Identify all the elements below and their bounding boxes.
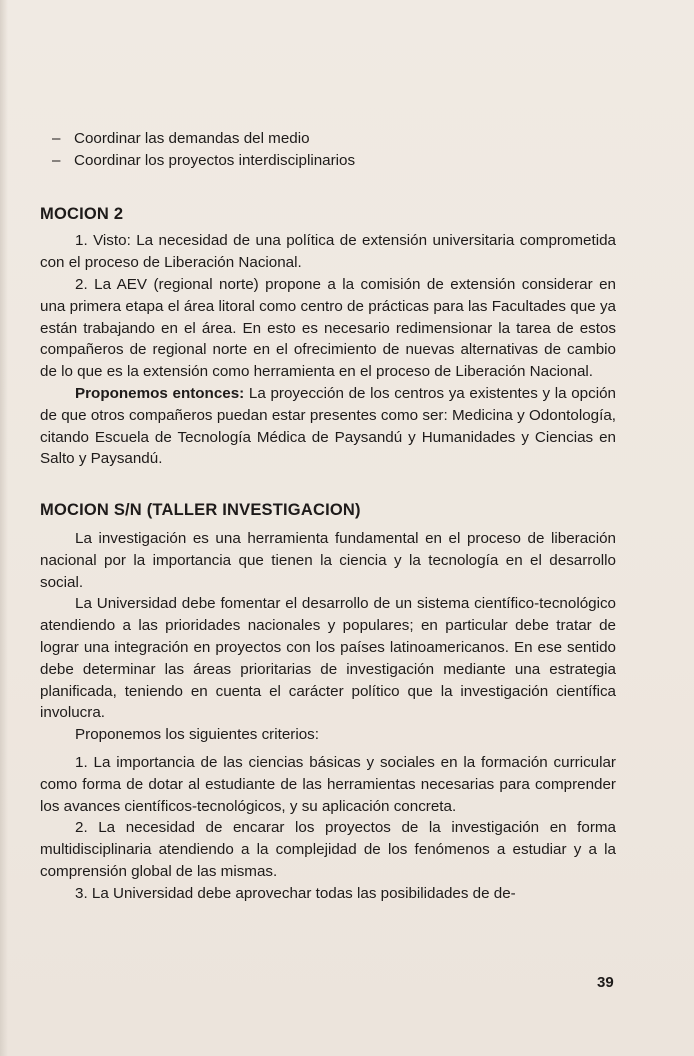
criterion-item: 2. La necesidad de encarar los proyectos de la investigación en forma multidisciplinaria atendiendo a la complejidad de los fenómenos a estudiar y a la comprensión global de las mismas. — [40, 819, 616, 880]
paragraph: La investigación es una herramienta fundamental en el proceso de liberación nacional por la importancia que tienen la ciencia y la tecnología en el desarrollo social. — [40, 529, 616, 591]
bullet-dash: – — [52, 151, 61, 169]
paragraph: Proponemos los siguientes criterios: — [75, 726, 319, 744]
page-number: 39 — [597, 974, 614, 991]
paragraph: 2. La AEV (regional norte) propone a la comisión de extensión considerar en una primera etapa el área litoral como centro de prácticas para las Facultades que ya están trabajando en el área. En esto es necesario redimensionar la tarea de estos compañeros de regional norte en el ofrecimiento de nuevas alternativas de cambio de lo que es la extensión como herramienta en el proceso de Liberación Nacional. — [40, 275, 616, 381]
criterion-item: 1. La importancia de las ciencias básicas y sociales en la formación curricular como forma de dotar al estudiante de las herramientas necesarias para comprender los avances científicos-tecnológicos, y su aplicación concreta. — [40, 753, 616, 815]
intro-bullet — [40, 150, 616, 172]
paragraph: La Universidad debe fomentar el desarrollo de un sistema científico-tecnológico atendiendo a las prioridades nacionales y populares; en particular debe tratar de lograr una integración en proyectos con los países latinoamericanos. En ese sentido debe determinar las áreas prioritarias de investigación mediante una estrategia planificada, teniendo en cuenta el carácter político que la investigación científica involucra. — [40, 595, 616, 722]
section-heading-mocion-2: MOCION 2 — [40, 204, 124, 223]
page-edge-shadow — [0, 0, 8, 1056]
paragraph: 1. Visto: La necesidad de una política de extensión universitaria comprometida con el proceso de Liberación Nacional. — [40, 232, 616, 272]
paragraph — [40, 383, 616, 470]
bullet-dash: – — [52, 130, 61, 147]
intro-bullet — [40, 128, 616, 150]
bullet-text: Coordinar las demandas del medio — [74, 130, 310, 147]
paragraph-rest: La proyección de los centros ya existentes y la opción de que otros compañeros puedan estar presentes como ser: Medicina y Odontología, citando Escuela de Tecnología Médica de Paysandú y Humanidades y Ciencias en Salto y Paysandú. — [40, 384, 616, 468]
page-content — [40, 128, 616, 905]
bold-lead: Proponemos entonces: — [75, 384, 245, 402]
criterion-item: 3. La Universidad debe aprovechar todas las posibilidades de de- — [75, 884, 516, 902]
section-heading-mocion-sn: MOCION S/N (TALLER INVESTIGACION) — [40, 501, 361, 520]
bullet-text: Coordinar los proyectos interdisciplinarios — [74, 151, 356, 169]
